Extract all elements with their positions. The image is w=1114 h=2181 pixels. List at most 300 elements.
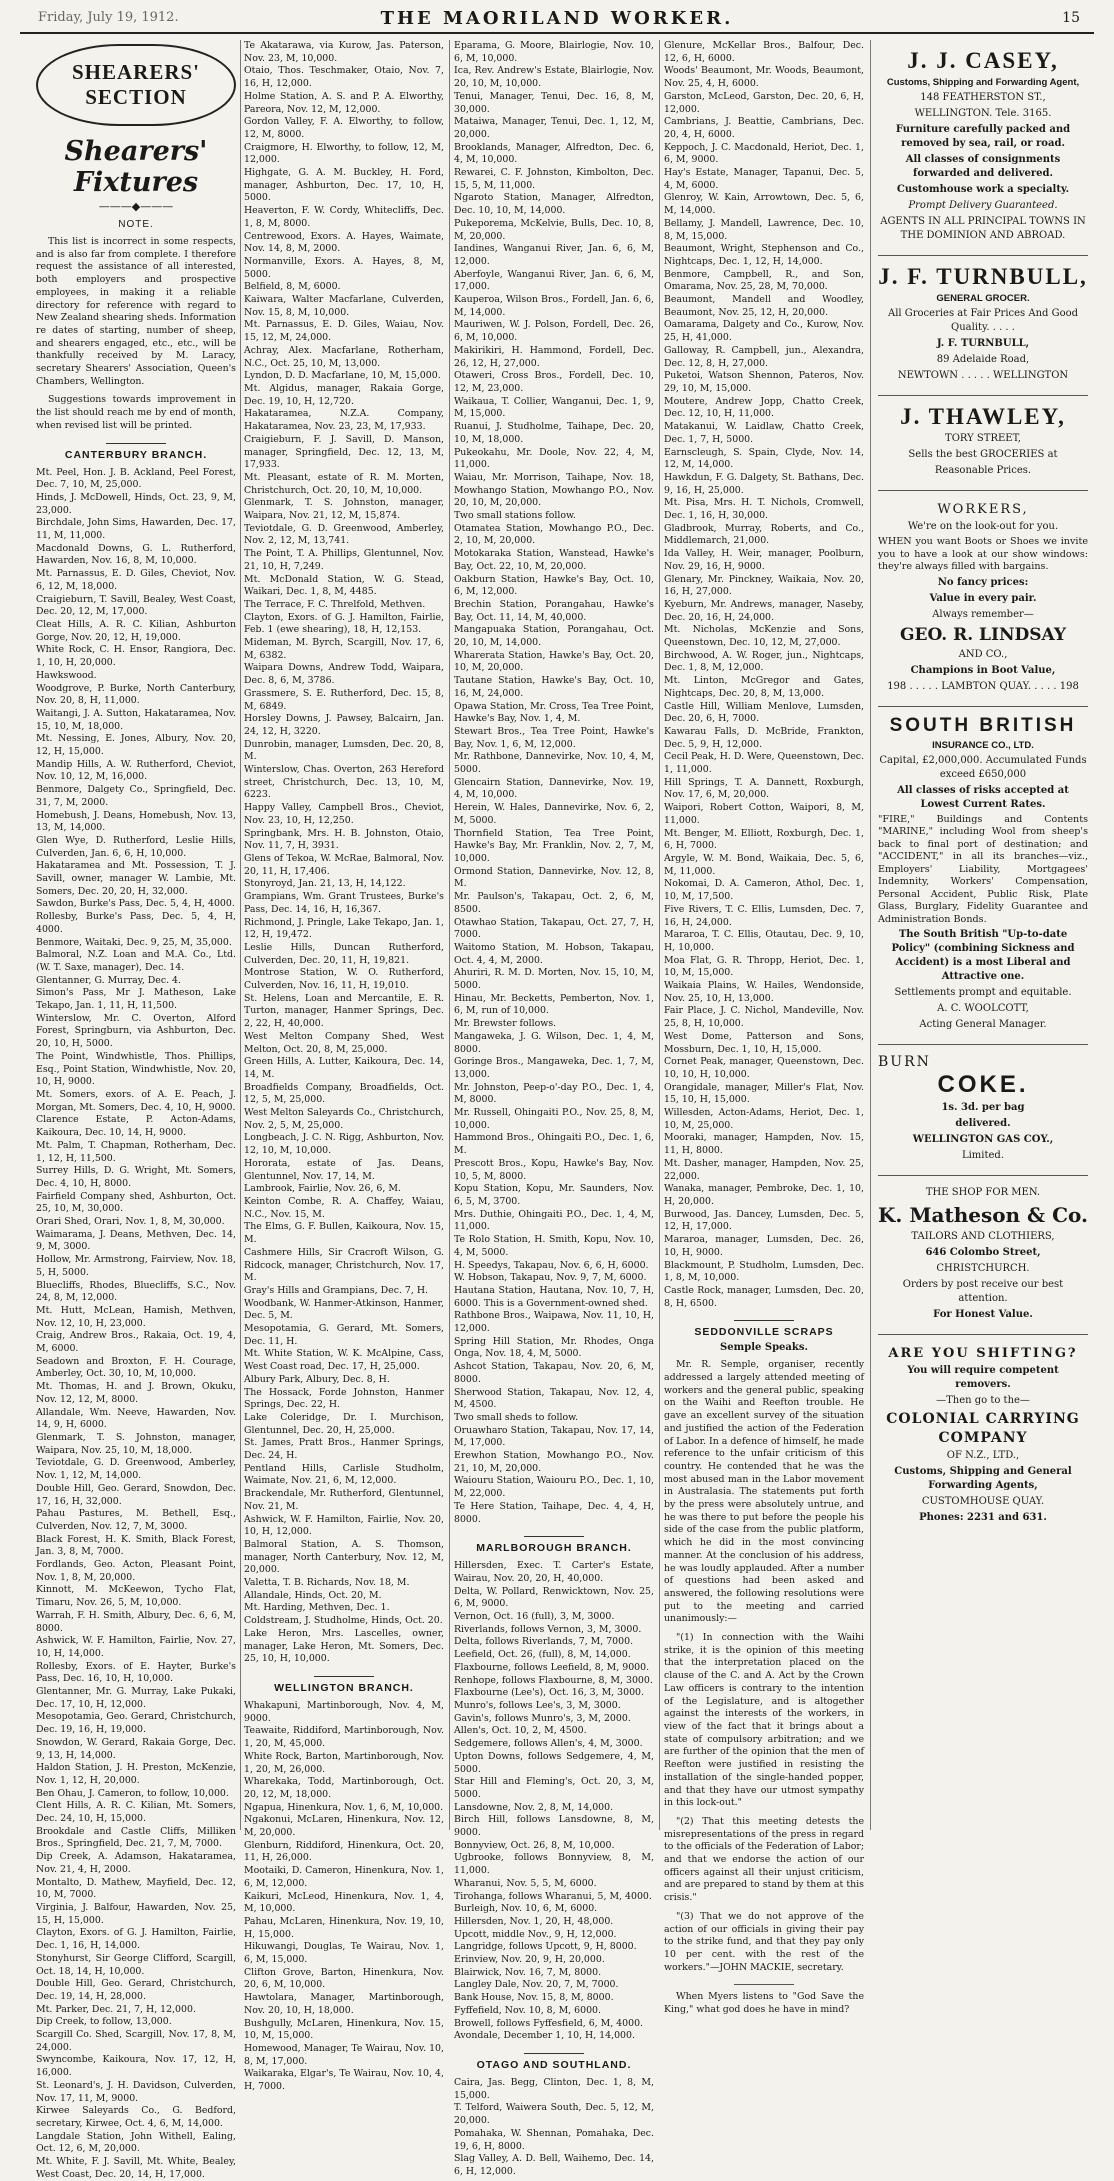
station-entry: Mt. Parnassus, E. D. Giles, Waiau, Nov. 15, 12, M, 24,000. — [244, 319, 444, 344]
station-entry: Fordlands, Geo. Acton, Pleasant Point, Nov. 1, 8, M, 20,000. — [36, 1559, 236, 1583]
station-entry: Dip Creek, A. Adamson, Hakataramea, Nov. 21, 4, H, 2000. — [36, 1851, 236, 1875]
station-entry: Mt. Somers, exors. of A. E. Peach, J. Morgan, Mt. Somers, Dec. 4, 10, H, 9000. — [36, 1089, 236, 1113]
ad-lindsay — [878, 491, 1088, 707]
station-entry: Glentanner, G. Murray, Dec. 4. — [36, 974, 181, 986]
branch-heading: MARLBOROUGH BRANCH. — [454, 1536, 654, 1554]
note-paragraph: This list is incorrect in some respects, and is also far from complete. I therefore request the assistance of all interested, both employers and prospective employees, in making it a reliable directory for reference with regard to New Zealand shearing sheds. Information re dates of starting, number of sheep, and shearers engaged, etc., etc., will be thankfully received by M. Laracy, secretary Shearers' Association, Queen's Chambers, Wellington. — [36, 236, 236, 387]
station-entry: Makirikiri, H. Hammond, Fordell, Dec. 26, 12, H, 27,000. — [454, 344, 654, 369]
divider — [734, 1984, 794, 1985]
station-entry: Waiouru Station, Waiouru P.O., Dec. 1, 10, M, 22,000. — [454, 1475, 654, 1500]
ad-line: 646 Colombo Street, — [925, 1247, 1041, 1258]
station-entry: Woodgrove, P. Burke, North Canterbury, Nov. 20, 8, H, 11,000. — [36, 682, 236, 707]
station-entry: Glencairn Station, Dannevirke, Nov. 19, 4, M, 10,000. — [454, 776, 654, 801]
article-paragraph: "(2) That this meeting detests the misrepresentations of the press in regard to the officials of the Federation of Labor; and that we endorse the action of our officers against all their unjust criticism, and are prepared to stand by them at this crisis." — [664, 1815, 864, 1904]
station-entry: Simon's Pass, Mr J. Matheson, Lake Tekapo, Jan. 1, 11, H, 11,500. — [36, 987, 236, 1012]
station-entry: Stonyroyd, Jan. 21, 13, H, 14,122. — [244, 878, 406, 890]
station-entry: Castle Hill, William Menlove, Lumsden, Dec. 20, 6, H, 7000. — [664, 700, 864, 725]
station-entry: Lansdowne, Nov. 2, 8, M, 14,000. — [454, 1801, 614, 1813]
station-entry: White Rock, C. H. Ensor, Rangiora, Dec. 1, 10, H, 20,000. — [36, 644, 236, 669]
ornament: ———◆——— — [98, 200, 174, 213]
station-entry: Stonyhurst, Sir George Clifford, Scargill, Oct. 18, 14, H, 10,000. — [36, 1952, 236, 1977]
station-entry: Flaxbourne, follows Leefield, 8, M, 9000. — [454, 1661, 650, 1673]
station-entry: Ahuriri, R. M. D. Morten, Nov. 15, 10, M, 5000. — [454, 967, 654, 992]
ad-line: Settlements prompt and equitable. — [894, 987, 1072, 998]
ad-heading: THE SHOP FOR MEN. — [925, 1187, 1041, 1198]
ad-line: WELLINGTON GAS COY., — [912, 1134, 1054, 1145]
station-entry: Montalto, D. Mathew, Mayfield, Dec. 12, 10, M, 7000. — [36, 1876, 236, 1901]
station-entry: Benmore, Campbell, R., and Son, Omarama, Nov. 25, 28, M, 70,000. — [664, 268, 864, 293]
station-entry: Oruawharo Station, Takapau, Nov. 17, 14, M, 17,000. — [454, 1424, 654, 1449]
station-entry: Leefield, Oct. 26, (full), 8, M, 14,000. — [454, 1649, 631, 1661]
station-entry: Benmore, Waitaki, Dec. 9, 25, M, 35,000. — [36, 936, 232, 948]
station-entry: Kyeburn, Mr. Andrews, manager, Naseby, Dec. 20, 16, H, 24,000. — [664, 598, 864, 623]
station-entry: Hakataramea, N.Z.A. Company, Hakataramea, Nov. 23, 23, M, 17,933. — [244, 408, 444, 433]
branch-heading: OTAGO AND SOUTHLAND. — [454, 2053, 654, 2071]
station-entry: Blackmount, P. Studholm, Lumsden, Dec. 1, 8, M, 10,000. — [664, 1259, 864, 1284]
ad-line: OF N.Z., LTD., — [946, 1450, 1020, 1461]
station-entry: Black Forest, H. K. Smith, Black Forest, Jan. 3, 8, M, 7000. — [36, 1533, 236, 1558]
station-entry: Mt. Algidus, manager, Rakaia Gorge, Dec. 19, 10, H, 12,720. — [244, 382, 444, 407]
station-entry: Teviotdale, G. D. Greenwood, Amberley, Nov. 1, 12, M, 14,000. — [36, 1457, 236, 1482]
ad-line: TAILORS AND CLOTHIERS, — [911, 1231, 1055, 1242]
station-entry: Wharanui, Nov. 5, 5, M, 6000. — [454, 1877, 597, 1889]
station-entry: Hillersden, Nov. 1, 20, H, 48,000. — [454, 1915, 614, 1927]
ad-line: NEWTOWN . . . . . WELLINGTON — [897, 370, 1069, 381]
station-entry: West Dome, Patterson and Sons, Mossburn, Dec. 1, 10, H, 15,000. — [664, 1030, 864, 1055]
station-entry: Snowdon, W. Gerard, Rakaia Gorge, Dec. 9, 13, H, 14,000. — [36, 1736, 236, 1761]
ad-line: AGENTS IN ALL PRINCIPAL TOWNS IN THE DOMINION AND ABROAD. — [880, 216, 1086, 241]
station-entry: Hawkdun, F. G. Dalgety, St. Bathans, Dec. 9, 16, H, 25,000. — [664, 471, 864, 496]
station-entry: Langridge, follows Upcott, 9, H, 8000. — [454, 1941, 637, 1953]
station-entry: Ormond Station, Dannevirke, Nov. 12, 8, M. — [454, 865, 654, 890]
station-entry: Motokaraka Station, Wanstead, Hawke's Bay, Oct. 22, 10, M, 20,000. — [454, 548, 654, 572]
station-entry: Mangapuaka Station, Porangahau, Oct. 20, 10, M, 14,000. — [454, 624, 654, 649]
station-entry: Browell, follows Fyffesfield, 6, M, 4000. — [454, 2017, 644, 2029]
station-entry: Springbank, Mrs. H. B. Johnston, Otaio, Nov. 11, 7, H, 3931. — [244, 827, 444, 852]
station-entry: Winterslow, Mr. C. Overton, Alford Forest, Springburn, via Ashburton, Dec. 20, 10, H, 5000. — [36, 1012, 236, 1050]
station-entry: Winterslow, Chas. Overton, 263 Hereford street, Christchurch, Dec. 13, 10, M, 6223. — [244, 764, 444, 801]
station-entry: Glenary, Mr. Pinckney, Waikaia, Nov. 20, 16, H, 27,000. — [664, 573, 864, 598]
station-entry: Delta, follows Riverlands, 7, M, 7000. — [454, 1636, 634, 1648]
station-entry: Mt. Nicholas, McKenzie and Sons, Queenstown, Dec. 10, 12, M, 27,000. — [664, 624, 864, 649]
station-entry: Sawdon, Burke's Pass, Dec. 5, 4, H, 4000. — [36, 898, 235, 910]
station-entry: Mararoa, T. C. Ellis, Otautau, Dec. 9, 10, H, 10,000. — [664, 929, 864, 953]
station-entry: Seadown and Broxton, F. H. Courage, Amberley, Oct. 30, 10, M, 10,000. — [36, 1355, 236, 1380]
station-entry: Mt. Parker, Dec. 21, 7, H, 12,000. — [36, 2003, 196, 2015]
ad-line: Champions in Boot Value, — [910, 664, 1056, 676]
ad-name: SOUTH BRITISH — [889, 714, 1077, 736]
station-entry: Montrose Station, W. O. Rutherford, Culverden, Nov. 16, 11, H, 19,010. — [244, 967, 444, 992]
station-entry: Ngakonui, McLaren, Hinenkura, Nov. 12, M, 20,000. — [244, 1814, 444, 1839]
station-entry: Coldstream, J. Studholme, Hinds, Oct. 20. — [244, 1615, 443, 1627]
station-entry: Homebush, J. Deans, Homebush, Nov. 13, 13, M, 14,000. — [36, 809, 236, 834]
station-entry: Holme Station, A. S. and P. A. Elworthy, Pareora, Nov. 12, M, 12,000. — [244, 90, 444, 115]
station-entry: Thornfield Station, Tea Tree Point, Hawke's Bay, Mr. Franklin, Nov. 2, 7, M, 10,000. — [454, 827, 654, 864]
station-entry: Macdonald Downs, G. L. Rutherford, Hawarden, Nov. 16, 8, M, 10,000. — [36, 542, 236, 567]
station-entry: Pahau Pastures, M. Bethell, Esq., Culverden, Nov. 12, 7, M, 3000. — [36, 1508, 236, 1532]
ad-subtitle: TORY STREET, — [945, 433, 1021, 444]
ad-line: 198 . . . . . LAMBTON QUAY. . . . . 198 — [887, 680, 1079, 692]
column-5-adverts — [878, 40, 1088, 1830]
station-entry: Hammond Bros., Ohingaiti P.O., Dec. 1, 6, M. — [454, 1132, 654, 1157]
entry-list — [454, 40, 654, 1526]
station-entry: St. Leonard's, J. H. Davidson, Culverden, Nov. 17, 11, M, 9000. — [36, 2079, 236, 2104]
station-entry: Centrewood, Exors. A. Hayes, Waimate, Nov. 14, 8, M, 2000. — [244, 230, 444, 255]
station-entry: Woods' Beaumont, Mr. Woods, Beaumont, Nov. 25, 4, H, 6000. — [664, 65, 864, 90]
station-entry: Beaumont, Mandell and Woodley, Beaumont, Nov. 25, 12, H, 20,000. — [664, 294, 864, 318]
ad-line: CUSTOMHOUSE QUAY. — [921, 1496, 1045, 1507]
issue-date: Friday, July 19, 1912. — [38, 10, 179, 25]
station-entry: Craigmore, H. Elworthy, to follow, 12, M, 12,000. — [244, 141, 444, 166]
ad-subtitle: INSURANCE CO., LTD. — [932, 739, 1034, 751]
station-entry: Nokomai, D. A. Cameron, Athol, Dec. 1, 10, M, 17,500. — [664, 878, 864, 903]
station-entry: Five Rivers, T. C. Ellis, Lumsden, Dec. 7, 16, H, 24,000. — [664, 903, 864, 928]
ad-colonial — [878, 1335, 1088, 1537]
station-entry: Dip Creek, to follow, 13,000. — [36, 2016, 172, 2028]
station-entry: Delta, W. Pollard, Renwicktown, Nov. 25, 6, M, 9000. — [454, 1585, 654, 1610]
station-entry: Ica, Rev. Andrew's Estate, Blairlogie, Nov. 20, 10, M, 10,000. — [454, 65, 654, 90]
station-entry: Fairfield Company shed, Ashburton, Oct. 25, 10, M, 30,000. — [36, 1190, 236, 1215]
station-entry: Langdale Station, John Withell, Ealing, Oct. 12, 6, M, 20,000. — [36, 2130, 236, 2155]
station-entry: Hawkswood. — [36, 669, 97, 681]
station-entry: Ashwick, W. F. Hamilton, Fairlie, Nov. 20, 10, H, 12,000. — [244, 1513, 444, 1538]
station-entry: Upton Downs, follows Sedgemere, 4, M, 5000. — [454, 1750, 654, 1775]
ad-line: Furniture carefully packed and removed by sea, rail, or road. — [895, 124, 1071, 149]
station-entry: Cleat Hills, A. R. C. Kilian, Ashburton Gorge, Nov. 20, 12, H, 19,000. — [36, 618, 236, 643]
station-entry: T. Telford, Waiwera South, Dec. 5, 12, M, 20,000. — [454, 2102, 654, 2127]
station-entry: Hill Springs, T. A. Dannett, Roxburgh, Nov. 17, 6, M, 20,000. — [664, 776, 864, 801]
station-entry: Herein, W. Hales, Dannevirke, Nov. 6, 2, M, 5000. — [454, 802, 654, 826]
station-entry: Waiau, Mr. Morrison, Taihape, Nov. 18, Mowhango Station, Mowhango P.O., Nov. 20, 10, M, 20,000. — [454, 471, 654, 509]
station-entry: Mt. Linton, McGregor and Gates, Nightcaps, Dec. 20, 8, M, 13,000. — [664, 675, 864, 699]
ad-line: Customhouse work a specialty. — [896, 184, 1070, 195]
ad-line: No fancy prices: — [937, 576, 1029, 588]
station-entry: Belfield, 8, M, 6000. — [244, 281, 341, 293]
station-entry: Birchdale, John Sims, Hawarden, Dec. 17, 11, M, 11,000. — [36, 517, 236, 542]
ad-line: 1s. 3d. per bag — [941, 1102, 1025, 1113]
column-1 — [36, 40, 236, 2180]
station-entry: Cambrians, J. Beattie, Cambrians, Dec. 20, 4, H, 6000. — [664, 116, 864, 140]
station-entry: Craigieburn, T. Savill, Bealey, West Coast, Dec. 20, 12, M, 17,000. — [36, 593, 236, 618]
station-entry: Waikaraka, Elgar's, Te Wairau, Nov. 10, 4, H, 7000. — [244, 2068, 444, 2093]
station-entry: Clarence Estate, P. Acton-Adams, Kaikoura, Dec. 10, 14, H, 9000. — [36, 1114, 236, 1139]
station-entry: Teawaite, Riddiford, Martinborough, Nov. 1, 20, M, 45,000. — [244, 1725, 444, 1750]
ad-line: Customs, Shipping and General Forwarding Agents, — [894, 1466, 1072, 1491]
page-number: 15 — [1062, 10, 1080, 26]
station-entry: Kinnott, M. McKeewon, Tycho Flat, Timaru, Nov. 26, 5, M, 10,000. — [36, 1584, 236, 1609]
column-rule — [659, 40, 660, 1830]
page-title: Shearers' Fixtures — [64, 136, 208, 198]
ad-line: delivered. — [955, 1118, 1011, 1129]
article-subtitle: Semple Speaks. — [720, 1342, 808, 1354]
station-entry: Ida Valley, H. Weir, manager, Poolburn, Nov. 29, 16, H, 9000. — [664, 548, 864, 572]
ad-line: All classes of risks accepted at Lowest Current Rates. — [897, 784, 1069, 810]
station-entry: Hinau, Mr. Becketts, Pemberton, Nov. 1, 6, M, run of 10,000. — [454, 992, 654, 1017]
station-entry: Beaumont, Wright, Stephenson and Co., Nightcaps, Dec. 1, 12, H, 14,000. — [664, 243, 864, 267]
station-entry: Otaweri, Cross Bros., Fordell, Dec. 10, 12, M, 23,000. — [454, 370, 654, 394]
station-entry: Mesopotamia, Geo. Gerard, Christchurch, Dec. 19, 16, H, 19,000. — [36, 1711, 236, 1736]
ad-address: 148 FEATHERSTON ST., — [920, 92, 1046, 103]
station-entry: Stewart Bros., Tea Tree Point, Hawke's Bay, Nov. 1, 6, M, 12,000. — [454, 725, 654, 750]
station-entry: Gordon Valley, F. A. Elworthy, to follow, 12, M, 8000. — [244, 116, 444, 140]
station-entry: Glenmark, T. S. Johnston, manager, Waipara, Nov. 25, 10, M, 18,000. — [36, 1431, 236, 1456]
station-entry: Ben Ohau, J. Cameron, to follow, 10,000. — [36, 1787, 229, 1799]
station-entry: Clifton Grove, Barton, Hinenkura, Nov. 20, 6, M, 10,000. — [244, 1966, 444, 1991]
ad-line: Acting General Manager. — [919, 1019, 1047, 1030]
station-entry: Valetta, T. B. Richards, Nov. 18, M. — [244, 1577, 410, 1589]
station-entry: Ngapua, Hinenkura, Nov. 1, 6, M, 10,000. — [244, 1801, 444, 1813]
station-entry: Bellamy, J. Mandell, Lawrence, Dec. 10, 8, M, 15,000. — [664, 217, 864, 242]
station-entry: Rollesby, Burke's Pass, Dec. 5, 4, H, 4000. — [36, 911, 236, 935]
station-entry: Pahau, McLaren, Hinenkura, Nov. 19, 10, H, 15,000. — [244, 1915, 444, 1940]
station-entry: Normanville, Exors. A. Hayes, 8, M, 5000. — [244, 255, 444, 280]
station-entry: Goringe Bros., Mangaweka, Dec. 1, 7, M, 13,000. — [454, 1056, 654, 1080]
station-entry: Oamarama, Dalgety and Co., Kurow, Nov. 25, H, 41,000. — [664, 319, 864, 344]
article-paragraph: "(3) That we do not approve of the action of our officials in giving their pay to the strike fund, and that they pay only 10 per cent. with the rest of the workers."—JOHN MACKIE, secretary. — [664, 1910, 864, 1973]
ad-line: All classes of consignments forwarded and delivered. — [905, 154, 1061, 179]
station-entry: Surrey Hills, D. G. Wright, Mt. Somers, Dec. 4, 10, H, 8000. — [36, 1165, 236, 1189]
ad-subtitle: Customs, Shipping and Forwarding Agent, — [886, 77, 1080, 88]
station-entry: Mr. Paulson's, Takapau, Oct. 2, 6, M, 8500. — [454, 891, 654, 915]
station-entry: Bushgully, McLaren, Hinenkura, Nov. 15, 10, M, 15,000. — [244, 2017, 444, 2042]
station-entry: Glens of Tekoa, W. McRae, Balmoral, Nov. 20, 11, H, 17,406. — [244, 853, 444, 877]
station-entry: Glenmark, T. S. Johnston, manager, Waipara, Nov. 21, 12, M, 15,874. — [244, 497, 444, 522]
station-entry: Flaxbourne (Lee's), Oct. 16, 3, M, 3000. — [454, 1687, 644, 1699]
article-title: SEDDONVILLE SCRAPS — [664, 1320, 864, 1338]
station-entry: Waipori, Robert Cotton, Waipori, 8, M, 11,000. — [664, 802, 864, 826]
station-entry: Otaio, Thos. Teschmaker, Otaio, Nov. 7, 16, H, 12,000. — [244, 65, 444, 90]
station-entry: Mangaweka, J. G. Wilson, Dec. 1, 4, M, 8000. — [454, 1030, 654, 1055]
station-entry: Wanaka, manager, Pembroke, Dec. 1, 10, H, 20,000. — [664, 1183, 864, 1207]
station-entry: Ashwick, W. F. Hamilton, Fairlie, Nov. 27, 10, H, 14,000. — [36, 1635, 236, 1659]
ad-name: COLONIAL CARRYING — [886, 1411, 1080, 1427]
station-entry: Erewhon Station, Mowhango P.O., Nov. 21, 10, M, 20,000. — [454, 1450, 654, 1474]
ad-line: We're on the look-out for you. — [907, 521, 1059, 532]
station-entry: Two small stations follow. — [454, 510, 576, 522]
station-entry: Allandale, Wm. Neeve, Hawarden, Nov. 14, 9, H, 6000. — [36, 1406, 236, 1431]
station-entry: Heaverton, F. W. Cordy, Whitecliffs, Dec. 1, 8, M, 8000. — [244, 205, 444, 229]
station-entry: White Rock, Barton, Martinborough, Nov. 1, 20, M, 26,000. — [244, 1750, 444, 1775]
station-entry: Caira, Jas. Begg, Clinton, Dec. 1, 8, M, 15,000. — [454, 2076, 654, 2101]
section-banner: SHEARERS' SECTION — [36, 44, 236, 126]
station-entry: Clayton, Exors. of G. J. Hamilton, Fairlie, Dec. 1, 16, H, 14,000. — [36, 1927, 236, 1952]
station-entry: Dunrobin, manager, Lumsden, Dec. 20, 8, M. — [244, 738, 444, 763]
station-entry: Green Hills, A. Lutter, Kaikoura, Dec. 14, 14, M. — [244, 1056, 444, 1080]
station-entry: W. Hobson, Takapau, Nov. 9, 7, M, 6000. — [454, 1272, 647, 1284]
station-entry: Homewood, Manager, Te Wairau, Nov. 10, 8, M, 17,000. — [244, 2042, 444, 2067]
ad-name: J. J. CASEY, — [907, 48, 1059, 73]
station-entry: Opawa Station, Mr. Cross, Tea Tree Point, Hawke's Bay, Nov. 1, 4, M. — [454, 700, 654, 725]
station-entry: Mt. Nessing, E. Jones, Albury, Nov. 20, 12, H, 15,000. — [36, 733, 236, 758]
ad-heading: ARE YOU SHIFTING? — [888, 1346, 1078, 1361]
station-entry: Achray, Alex. Macfarlane, Rotherham, N.C., Oct. 25, 10, M, 13,000. — [244, 344, 444, 369]
station-entry: Castle Rock, manager, Lumsden, Dec. 20, 8, H, 6500. — [664, 1284, 864, 1309]
station-entry: Bluecliffs, Rhodes, Bluecliffs, S.C., Nov. 24, 8, M, 12,000. — [36, 1279, 236, 1304]
station-entry: Pukeporema, McKelvie, Bulls, Dec. 10, 8, M, 20,000. — [454, 217, 654, 242]
station-entry: Keinton Combe, R. A. Chaffey, Waiau, N.C., Nov. 15, M. — [244, 1195, 444, 1220]
station-entry: Mt. Benger, M. Elliott, Roxburgh, Dec. 1, 6, H, 7000. — [664, 827, 864, 852]
station-entry: Prescott Bros., Kopu, Hawke's Bay, Nov. 10, 5, M, 8000. — [454, 1157, 654, 1182]
station-entry: Waimarama, J. Deans, Methven, Dec. 14, 9, M, 3000. — [36, 1228, 236, 1253]
station-entry: Erinview, Nov. 20, 9, H, 20,000. — [454, 1954, 605, 1966]
station-entry: Moa Flat, G. R. Thropp, Heriot, Dec. 1, 10, M, 15,000. — [664, 954, 864, 979]
station-entry: Spring Hill Station, Mr. Rhodes, Onga Onga, Nov. 18, 4, M, 5000. — [454, 1335, 654, 1360]
ad-address: WELLINGTON. Tele. 3165. — [914, 108, 1052, 119]
station-entry: Mt. Peel, Hon. J. B. Ackland, Peel Forest, Dec. 7, 10, M, 25,000. — [36, 466, 236, 491]
station-entry: Mr. Brewster follows. — [454, 1018, 557, 1030]
column-3 — [454, 40, 654, 2177]
ad-line: Orders by post receive our best attention. — [902, 1279, 1064, 1304]
ad-line: 89 Adelaide Road, — [936, 354, 1030, 365]
ad-line: The South British "Up-to-date Policy" (combining Sickness and Accident) is a most Liberal and Attractive one. — [891, 929, 1075, 982]
station-entry: Mt. Dasher, manager, Hampden, Nov. 25, 22,000. — [664, 1157, 864, 1182]
station-entry: Gray's Hills and Grampians, Dec. 7, H. — [244, 1284, 428, 1296]
station-entry: Hollow, Mr. Armstrong, Fairview, Nov. 18, 5, H, 5000. — [36, 1254, 236, 1278]
station-entry: Wharekaka, Todd, Martinborough, Oct. 20, 12, M, 18,000. — [244, 1776, 444, 1800]
ad-insurance — [878, 707, 1088, 1046]
station-entry: Virginia, J. Balfour, Hawarden, Nov. 25, 15, H, 15,000. — [36, 1902, 236, 1926]
station-entry: Mt. Parnassus, E. D. Giles, Cheviot, Nov. 6, 12, M, 18,000. — [36, 568, 236, 592]
branch-heading: WELLINGTON BRANCH. — [244, 1676, 444, 1694]
station-entry: Mr. Russell, Ohingaiti P.O., Nov. 25, 8, M, 10,000. — [454, 1107, 654, 1131]
station-entry: Ruanui, J. Studholme, Taihape, Dec. 20, 10, M, 18,000. — [454, 421, 654, 445]
station-entry: Mt. Pleasant, estate of R. M. Morten, Christchurch, Oct. 20, 10, M, 10,000. — [244, 471, 444, 496]
entry-list — [454, 2077, 654, 2179]
station-entry: Happy Valley, Campbell Bros., Cheviot, Nov. 23, 10, H, 12,250. — [244, 802, 444, 826]
station-entry: Leslie Hills, Duncan Rutherford, Culverden, Dec. 20, 11, H, 19,821. — [244, 941, 444, 966]
station-entry: Hinds, J. McDowell, Hinds, Oct. 23, 9, M, 23,000. — [36, 491, 236, 516]
station-entry: Munro's, follows Lee's, 3, M, 3000. — [454, 1700, 621, 1711]
station-entry: Two small sheds to follow. — [454, 1411, 579, 1423]
station-entry: Double Hill, Geo. Gerard, Snowdon, Dec. 17, 16, H, 32,000. — [36, 1482, 236, 1507]
station-entry: Haldon Station, J. H. Preston, McKenzie, Nov. 1, 12, H, 20,000. — [36, 1762, 236, 1786]
station-entry: Upcott, middle Nov., 9, H, 12,000. — [454, 1928, 617, 1940]
station-entry: Star Hill and Fleming's, Oct. 20, 3, M, 5000. — [454, 1776, 654, 1800]
entry-list — [454, 1560, 654, 2043]
station-entry: Otamatea Station, Mowhango P.O., Dec. 2, 10, M, 20,000. — [454, 522, 654, 547]
station-entry: Bank House, Nov. 15, 8, M, 8000. — [454, 1992, 614, 2004]
station-entry: Grassmere, S. E. Rutherford, Dec. 15, 8, M, 6849. — [244, 687, 444, 712]
station-entry: Te Rolo Station, H. Smith, Kopu, Nov. 10, 4, M, 5000. — [454, 1234, 654, 1258]
station-entry: Puketoi, Watson Shennon, Pateros, Nov. 29, 10, M, 15,000. — [664, 370, 864, 394]
station-entry: Mt. Thomas, H. and J. Brown, Okuku, Nov. 12, 12, M, 8000. — [36, 1381, 236, 1405]
station-entry: Wharerata Station, Hawke's Bay, Oct. 20, 10, M, 20,000. — [454, 649, 654, 674]
station-entry: Mr. Johnston, Peep-o'-day P.O., Dec. 1, 4, M, 8000. — [454, 1081, 654, 1106]
station-entry: Fyffefield, Nov. 10, 8, M, 6000. — [454, 2004, 601, 2016]
article-paragraph: "(1) In connection with the Waihi strike, it is the opinion of this meeting that the interpretation placed on the clause of the C. and A. Act by the Crown Law officers is contrary to the intention of the Legislature, and is altogether against the interests of the workers, in view of the fact that it brings about a state of compulsory arbitration; and we are further of the opinion that the men of Reefton were justified in resisting the installation of the single-handed popper, and that they have our utmost sympathy in this lock-out." — [664, 1632, 864, 1809]
ad-line: All Groceries at Fair Prices And Good Quality. . . . . — [887, 308, 1079, 333]
station-entry: Swyncombe, Kaikoura, Nov. 17, 12, H, 16,000. — [36, 2054, 236, 2079]
station-entry: Mooraki, manager, Hampden, Nov. 15, 11, H, 8000. — [664, 1132, 864, 1157]
station-entry: Glenure, McKellar Bros., Balfour, Dec. 12, 6, H, 6000. — [664, 40, 864, 64]
station-entry: Tautane Station, Hawke's Bay, Oct. 10, 16, M, 24,000. — [454, 675, 654, 699]
station-entry: Blairwick, Nov. 16, 7, M, 8000. — [454, 1966, 602, 1978]
station-entry: Albury Park, Albury, Dec. 8, H. — [244, 1373, 390, 1385]
station-entry: Earnscleugh, S. Spain, Clyde, Nov. 14, 12, M, 14,000. — [664, 446, 864, 471]
column-2 — [244, 40, 444, 2093]
ad-line: AND CO., — [958, 648, 1008, 660]
page-header — [20, 8, 1094, 34]
branch-heading: CANTERBURY BRANCH. — [36, 443, 236, 461]
station-entry: Hakataramea and Mt. Possession, T. J. Savill, owner, manager W. Lambie, Mt. Somers, Dec. 20, 20, H, 32,000. — [36, 860, 236, 897]
ad-line: J. F. TURNBULL, — [936, 338, 1030, 349]
station-entry: Te Here Station, Taihape, Dec. 4, 4, H, 8000. — [454, 1500, 654, 1525]
station-entry: Lyndon, D. D. Macfarlane, 10, M, 15,000. — [244, 370, 441, 382]
ad-name: J. THAWLEY, — [900, 404, 1066, 429]
station-entry: Cashmere Hills, Sir Cracroft Wilson, G. Ridcock, manager, Christchurch, Nov. 17, M. — [244, 1246, 444, 1284]
station-entry: Clayton, Exors. of G. J. Hamilton, Fairlie, Feb. 1 (ewe shearing), 18, H, 12,153. — [244, 611, 444, 636]
station-entry: Orari Shed, Orari, Nov. 1, 8, M, 30,000. — [36, 1216, 225, 1228]
entry-list — [664, 40, 864, 1310]
ad-line: Prompt Delivery Guaranteed. — [908, 200, 1058, 211]
station-entry: Allen's, Oct. 10, 2, M, 4500. — [454, 1725, 587, 1737]
ad-subtitle: GENERAL GROCER. — [936, 293, 1030, 304]
station-entry: Double Hill, Geo. Gerard, Christchurch, Dec. 19, 14, H, 28,000. — [36, 1978, 236, 2002]
station-entry: Cecil Peak, H. D. Were, Queenstown, Dec. 1, 11,000. — [664, 751, 864, 776]
station-entry: Garston, McLeod, Garston, Dec. 20, 6, H, 12,000. — [664, 90, 864, 115]
station-entry: Waitangi, J. A. Sutton, Hakataramea, Nov. 15, 10, M, 18,000. — [36, 707, 236, 732]
station-entry: Craigieburn, F. J. Savill, D. Manson, manager, Springfield, Dec. 12, 13, M, 17,933. — [244, 433, 444, 471]
station-entry: Mt. White Station, W. K. McAlpine, Cass, West Coast road, Dec. 17, H, 25,000. — [244, 1348, 444, 1373]
station-entry: Lake Coleridge, Dr. I. Murchison, Glentunnel, Dec. 20, H, 25,000. — [244, 1411, 444, 1436]
station-entry: Moutere, Andrew Jopp, Chatto Creek, Dec. 12, 10, H, 11,000. — [664, 395, 864, 420]
station-entry: Burwood, Jas. Dancey, Lumsden, Dec. 5, 12, H, 17,000. — [664, 1208, 864, 1233]
station-entry: Mt. White, F. J. Savill, Mt. White, Bealey, West Coast, Dec. 20, 14, H, 17,000. — [36, 2156, 236, 2180]
station-entry: Hillersden, Exec. T. Carter's Estate, Wairau, Nov. 20, 20, H, 40,000. — [454, 1560, 654, 1584]
ad-turnbull — [878, 256, 1088, 396]
station-entry: Kaikuri, McLeod, Hinenkura, Nov. 1, 4, M, 10,000. — [244, 1890, 444, 1915]
station-entry: Hawtolara, Manager, Martinborough, Nov. 20, 10, H, 18,000. — [244, 1992, 444, 2016]
station-entry: Tirohanga, follows Wharanui, 5, M, 4000. — [454, 1890, 652, 1902]
station-entry: Lambrook, Fairlie, Nov. 26, 6, M. — [244, 1183, 401, 1195]
station-entry: Pomahaka, W. Shennan, Pomahaka, Dec. 19, 6, H, 8000. — [454, 2127, 654, 2152]
station-entry: Rathbone Bros., Waipawa, Nov. 11, 10, H, 12,000. — [454, 1310, 654, 1335]
station-entry: Brackendale, Mr. Rutherford, Glentunnel, Nov. 21, M. — [244, 1488, 444, 1512]
station-entry: Mt. McDonald Station, W. G. Stead, Waikari, Dec. 1, 8, M, 4485. — [244, 573, 444, 598]
entry-list — [244, 40, 444, 1666]
ad-line: WHEN you want Boots or Shoes we invite you to have a look at our show windows: they're always filled with bargains. — [878, 536, 1088, 572]
station-entry: Glentanner, Mr. G. Murray, Lake Pukaki, Dec. 17, 10, H, 12,000. — [36, 1686, 236, 1710]
station-entry: Bonnyview, Oct. 26, 8, M, 10,000. — [454, 1839, 615, 1851]
ad-line: You will require competent removers. — [907, 1365, 1059, 1390]
station-entry: Sherwood Station, Takapau, Nov. 12, 4, M, 4500. — [454, 1386, 654, 1411]
ad-line: "FIRE," Buildings and Contents "MARINE," including Wool from sheep's back to final port of destination; and "ACCIDENT," in all its branches—viz., Employers' Liability, Mortgagees' Indemnity, Workers' Compensation, Personal Accident, Public Risk, Plate Glass, Burglary, Fidelity Guarantee and Administration Bonds. — [878, 813, 1088, 925]
station-entry: Gladbrook, Murray, Roberts, and Co., Middlemarch, 21,000. — [664, 522, 864, 547]
column-rule — [870, 40, 871, 1830]
station-entry: Galloway, R. Campbell, jun., Alexandra, Dec. 12, 8, H, 27,000. — [664, 344, 864, 369]
note-heading: NOTE. — [118, 219, 154, 230]
station-entry: Sedgemere, follows Allen's, 4, M, 3000. — [454, 1738, 643, 1750]
entry-list — [36, 467, 236, 2181]
station-entry: Brechin Station, Porangahau, Hawke's Bay, Oct. 11, 14, M, 40,000. — [454, 598, 654, 623]
station-entry: Mt. Pisa, Mrs. H. T. Nichols, Cromwell, Dec. 1, 16, H, 30,000. — [664, 497, 864, 522]
station-entry: Glen Wye, D. Rutherford, Leslie Hills, Culverden, Jan. 6, 6, H, 10,000. — [36, 834, 236, 859]
station-entry: Mt. Harding, Methven, Dec. 1. — [244, 1602, 390, 1614]
station-entry: Mideman, M. Byrch, Scargill, Nov. 17, 6, M, 6382. — [244, 637, 444, 661]
station-entry: Mesopotamia, G. Gerard, Mt. Somers, Dec. 11, H. — [244, 1323, 444, 1347]
station-entry: Kawarau Falls, D. McBride, Frankton, Dec. 5, 9, H, 12,000. — [664, 725, 864, 750]
station-entry: West Melton Company Shed, West Melton, Oct. 20, 8, M, 25,000. — [244, 1030, 444, 1055]
ad-thawley — [878, 396, 1088, 491]
ad-line: Value in every pair. — [929, 592, 1037, 604]
station-entry: Riverlands, follows Vernon, 3, M, 3000. — [454, 1623, 642, 1635]
station-entry: Mararoa, manager, Lumsden, Dec. 26, 10, H, 9000. — [664, 1234, 864, 1258]
ad-line: Phones: 2231 and 631. — [919, 1512, 1047, 1523]
station-entry: Brooklands, Manager, Alfredton, Dec. 6, 4, M, 10,000. — [454, 141, 654, 166]
station-entry: The Terrace, F. C. Threlfold, Methven. — [244, 598, 426, 610]
station-entry: Cornet Peak, manager, Queenstown, Dec. 10, 10, H, 10,000. — [664, 1056, 864, 1080]
station-entry: Lake Heron, Mrs. Lascelles, owner, manager, Lake Heron, Mt. Somers, Dec. 25, 10, H, 10,000. — [244, 1627, 444, 1665]
